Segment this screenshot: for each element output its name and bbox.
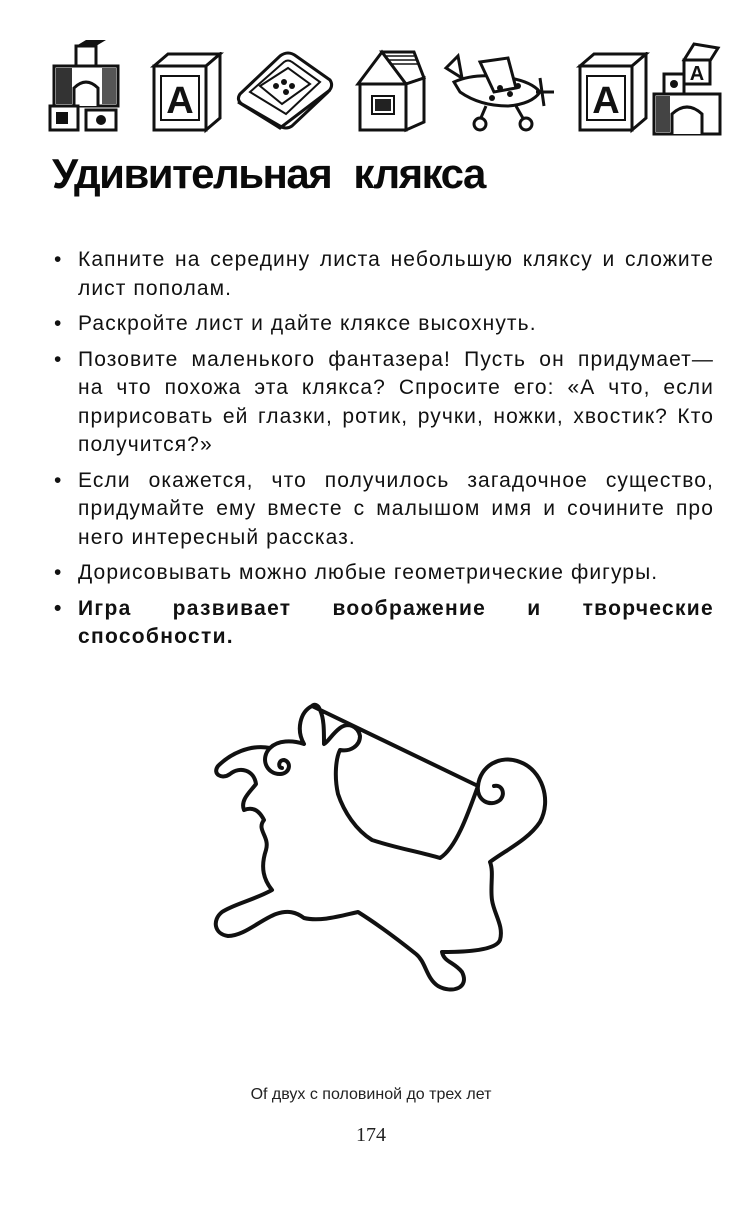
tips-list (52, 246, 714, 659)
bullet: • (54, 248, 63, 271)
block-arch-icon (46, 38, 126, 134)
page-title: Удивительная клякса (52, 150, 485, 197)
svg-text:А: А (166, 80, 194, 122)
toy-box-icon (230, 46, 338, 132)
svg-text:А: А (592, 80, 620, 122)
svg-text:А: А (689, 63, 705, 85)
dog-blot-illustration (200, 700, 560, 1010)
page-number: 174 (356, 1124, 386, 1146)
airplane-icon (436, 48, 560, 132)
letter-block-icon (574, 52, 650, 134)
bullet: • (54, 347, 63, 371)
bullet: • (54, 312, 63, 335)
list-item-summary (52, 595, 714, 652)
tip-text: Капните на середину листа небольшую кляксу и сложите лист пополам. (78, 248, 714, 300)
letter-block-icon (148, 52, 224, 134)
bullet: • (54, 596, 63, 620)
list-item (52, 346, 714, 460)
stacked-blocks-icon (650, 40, 728, 136)
bullet: • (54, 561, 63, 584)
tip-text: Если окажется, что получилось загадочное существо, придумайте ему вместе с малышом имя и сочините про него интересный рассказ. (78, 468, 714, 549)
tip-text: Позовите маленького фантазера! Пусть он придумает— на что похожа эта клякса? Спросите его: «А что, если пририсовать ей глазки, ротик, ручки, ножки, хвостик? Кто получится?» (78, 347, 714, 456)
toy-house-icon (352, 48, 428, 134)
list-item (52, 246, 714, 303)
tip-text: Игра развивает воображение и творческие способности. (78, 596, 714, 648)
list-item (52, 467, 714, 553)
tip-text: Дорисовывать можно любые геометрические фигуры. (78, 561, 659, 584)
running-footer-title: Of двух с половиной до трех лет (250, 1086, 492, 1103)
list-item (52, 559, 714, 588)
tip-text: Раскройте лист и дайте кляксе высохнуть. (78, 312, 537, 335)
bullet: • (54, 468, 63, 492)
header-toys-band (40, 38, 730, 138)
list-item (52, 310, 714, 339)
